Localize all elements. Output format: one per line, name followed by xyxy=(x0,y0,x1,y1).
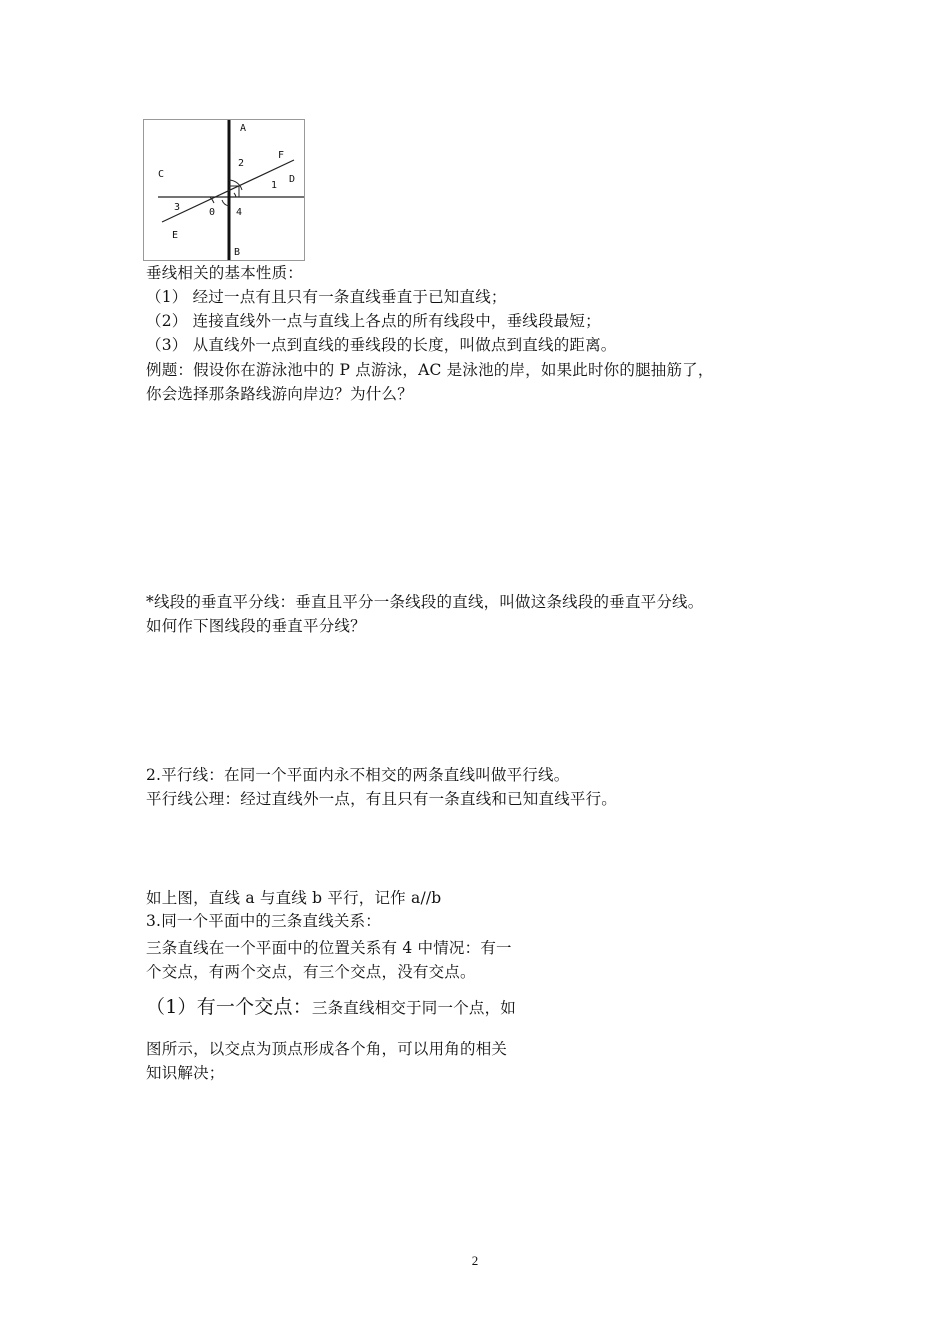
three-lines-text-1: 三条直线在一个平面中的位置关系有 4 中情况：有一 xyxy=(146,939,512,957)
three-lines-heading: 3.同一个平面中的三条直线关系： xyxy=(146,912,381,930)
example-line-1: 例题：假设你在游泳池中的 P 点游泳，AC 是泳池的岸，如果此时你的腿抽筋了， xyxy=(146,361,714,379)
bisector-definition: *线段的垂直平分线：垂直且平分一条线段的直线，叫做这条线段的垂直平分线。 xyxy=(146,593,704,611)
case-one-title: （1）有一个交点： xyxy=(146,996,312,1018)
label-1: 1 xyxy=(271,180,278,191)
case-one-line xyxy=(146,996,516,1019)
figure-svg xyxy=(144,120,304,260)
label-c: C xyxy=(158,169,165,180)
page-number: 2 xyxy=(471,1253,479,1268)
case-one-text-3: 知识解决； xyxy=(146,1064,225,1082)
parallel-notation: 如上图，直线 a 与直线 b 平行，记作 a//b xyxy=(146,889,442,907)
label-a: A xyxy=(240,123,247,134)
label-f: F xyxy=(278,150,285,161)
label-o: 0 xyxy=(209,207,216,218)
case-one-text-2: 图所示，以交点为顶点形成各个角，可以用角的相关 xyxy=(146,1040,508,1058)
label-4: 4 xyxy=(236,207,243,218)
angle-arc-1 xyxy=(234,193,236,197)
label-d: D xyxy=(289,174,296,185)
three-lines-text-2: 个交点，有两个交点，有三个交点，没有交点。 xyxy=(146,963,476,981)
parallel-axiom: 平行线公理：经过直线外一点，有且只有一条直线和已知直线平行。 xyxy=(146,790,618,808)
label-3: 3 xyxy=(174,202,181,213)
perpendicular-lines-figure xyxy=(143,119,305,261)
label-2: 2 xyxy=(238,158,245,169)
case-one-text: 三条直线相交于同一个点，如 xyxy=(311,999,516,1017)
property-2: （2） 连接直线外一点与直线上各点的所有线段中，垂线段最短； xyxy=(146,312,601,330)
bisector-question: 如何作下图线段的垂直平分线？ xyxy=(146,617,366,635)
example-line-2: 你会选择那条路线游向岸边？为什么？ xyxy=(146,385,413,403)
property-1: （1） 经过一点有且只有一条直线垂直于已知直线； xyxy=(146,288,507,306)
properties-heading: 垂线相关的基本性质： xyxy=(146,264,304,282)
property-3: （3） 从直线外一点到直线的垂线段的长度，叫做点到直线的距离。 xyxy=(146,336,617,354)
label-e: E xyxy=(172,230,179,241)
parallel-definition: 2.平行线：在同一个平面内永不相交的两条直线叫做平行线。 xyxy=(146,766,570,784)
label-b: B xyxy=(234,247,241,258)
